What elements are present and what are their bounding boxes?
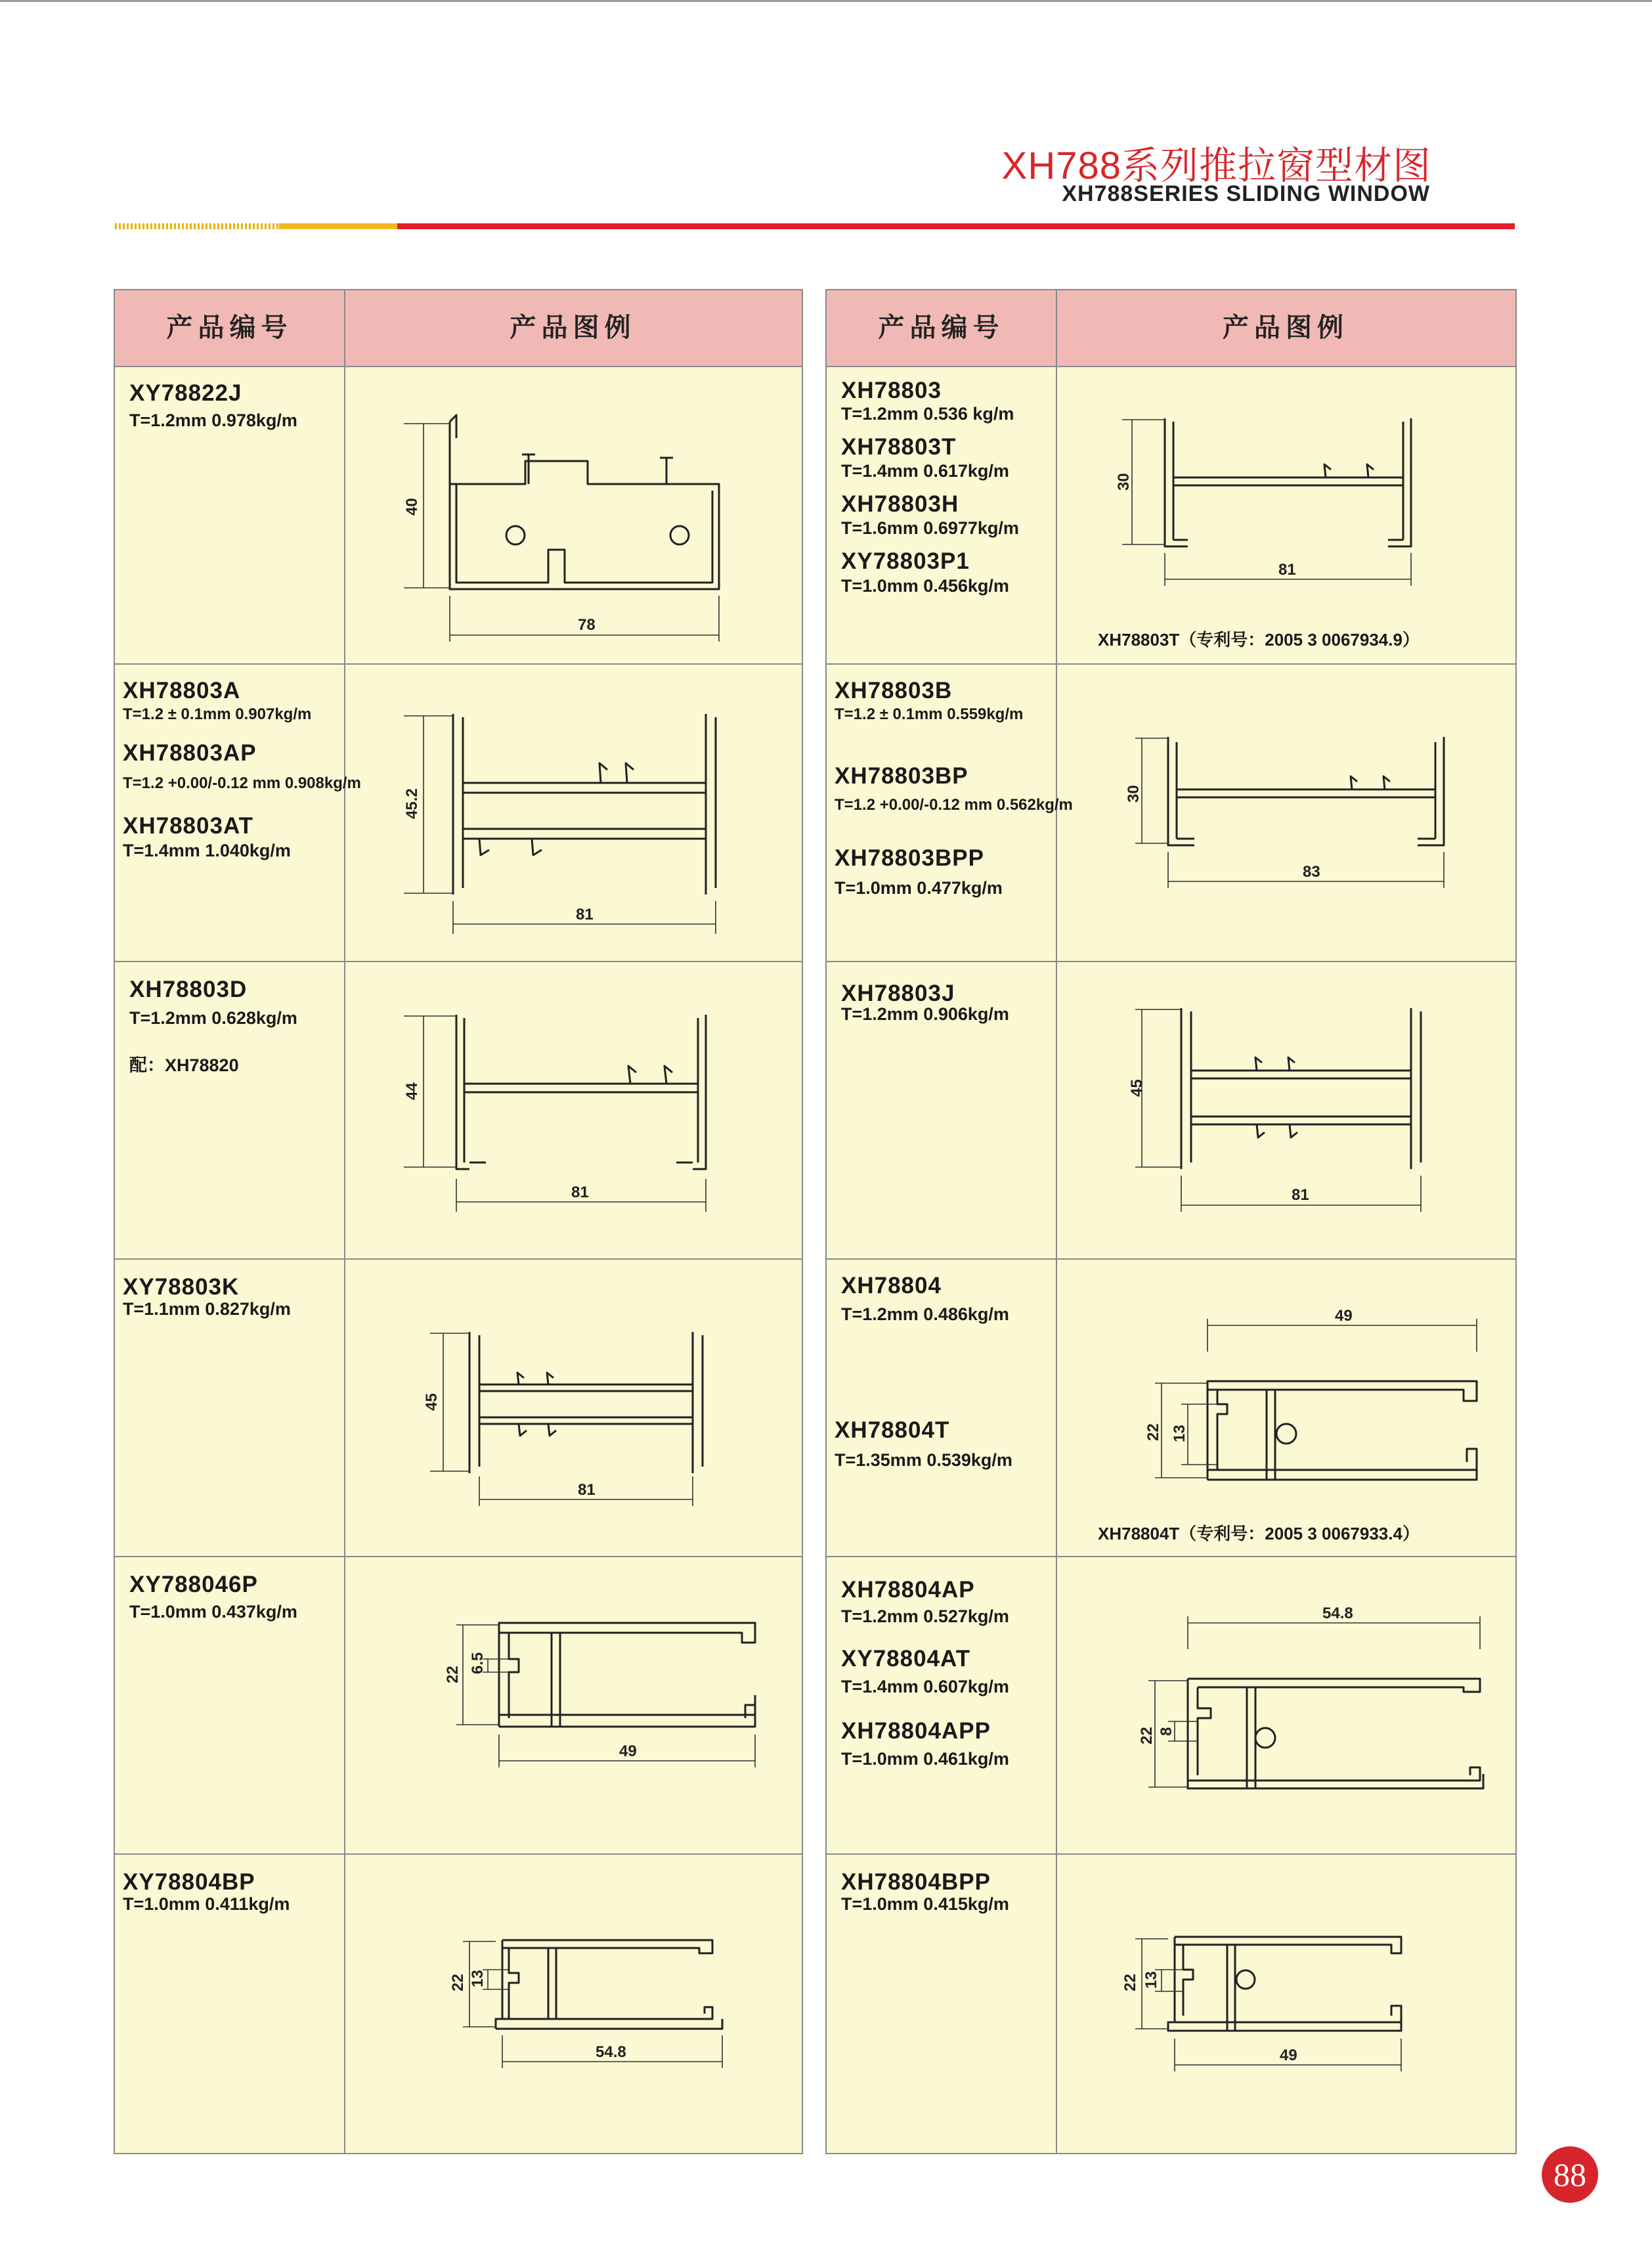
dim-width: 49	[1280, 2047, 1297, 2064]
dim-height: 30	[1125, 785, 1142, 803]
product-code: XH78804AP	[841, 1577, 975, 1603]
profile-drawing	[1089, 1583, 1483, 1820]
top-border-line	[0, 0, 1652, 2]
profile-drawing	[391, 1597, 772, 1820]
header-product-code: 产品编号	[166, 313, 293, 342]
product-spec: T=1.0mm 0.456kg/m	[841, 576, 1009, 596]
table-row	[115, 1853, 802, 2157]
table-row	[827, 1556, 1515, 1855]
header-rule-orange	[279, 223, 397, 229]
profile-drawing	[1089, 1914, 1483, 2111]
product-spec: T=1.0mm 0.411kg/m	[123, 1894, 290, 1914]
header-rule-dotted	[115, 223, 279, 229]
product-spec: T=1.2mm 0.628kg/m	[129, 1008, 297, 1028]
product-code: XH78804	[841, 1273, 942, 1298]
dim-width: 81	[1292, 1186, 1309, 1204]
profile-drawing	[391, 399, 772, 634]
product-spec: T=1.0mm 0.477kg/m	[835, 878, 1003, 898]
page-number: 88	[1542, 2146, 1598, 2203]
dim-height: 40	[403, 498, 421, 516]
product-spec: T=1.2 ± 0.1mm 0.559kg/m	[835, 705, 1024, 723]
table-row	[115, 961, 802, 1260]
header-product-code: 产品编号	[878, 313, 1005, 342]
dim-height: 44	[403, 1082, 421, 1100]
table-row	[115, 663, 802, 962]
product-spec: T=1.1mm 0.827kg/m	[123, 1299, 291, 1319]
product-spec: T=1.6mm 0.6977kg/m	[841, 518, 1019, 538]
product-spec: T=1.2mm 0.486kg/m	[841, 1304, 1009, 1324]
dim-slot: 8	[1158, 1727, 1175, 1736]
product-code: XY78803P1	[841, 548, 970, 574]
product-code: XH78803AP	[123, 740, 257, 766]
product-code: XH78804BPP	[841, 1869, 991, 1895]
product-spec: T=1.4mm 1.040kg/m	[123, 841, 291, 860]
product-code: XY78804AT	[841, 1646, 971, 1671]
dim-width: 81	[578, 1481, 596, 1499]
table-row	[827, 1853, 1515, 2157]
product-code: XH78803A	[123, 678, 241, 703]
product-code: XH78803D	[129, 977, 248, 1002]
dim-height: 22	[444, 1666, 462, 1683]
dim-slot: 13	[1171, 1425, 1188, 1442]
product-spec: T=1.35mm 0.539kg/m	[835, 1450, 1012, 1470]
dim-width: 83	[1303, 863, 1320, 881]
dim-height: 45	[1128, 1079, 1146, 1097]
table-header	[827, 290, 1515, 367]
profile-drawing	[391, 1325, 772, 1536]
product-code: XH78803	[841, 378, 942, 403]
product-code: XH78804APP	[841, 1718, 991, 1744]
dim-width: 49	[1335, 1307, 1353, 1325]
product-code: XH78803BP	[835, 763, 968, 789]
dim-height: 22	[1121, 1974, 1139, 1991]
dim-height: 45.2	[403, 788, 421, 819]
product-spec: T=1.2 ± 0.1mm 0.907kg/m	[123, 705, 312, 723]
dim-width: 81	[571, 1184, 589, 1201]
product-code: XH78803J	[841, 981, 955, 1006]
product-code: XH78803BPP	[835, 845, 984, 871]
mating-note: 配：XH78820	[129, 1055, 239, 1075]
table-row	[115, 1258, 802, 1557]
table-row	[827, 366, 1515, 663]
product-code: XY788046P	[129, 1572, 258, 1597]
product-code: XY78822J	[129, 380, 242, 406]
dim-slot: 13	[1142, 1971, 1160, 1989]
dim-height: 22	[449, 1974, 467, 1991]
dim-width: 54.8	[1322, 1605, 1353, 1622]
table-header	[115, 290, 802, 367]
profile-drawing	[1089, 1273, 1483, 1509]
right-product-table	[825, 289, 1517, 2154]
table-row	[827, 961, 1515, 1260]
dim-width: 78	[578, 616, 596, 634]
dim-height: 22	[1144, 1423, 1162, 1441]
product-spec: T=1.4mm 0.617kg/m	[841, 461, 1009, 481]
header-rule-red	[397, 223, 1515, 229]
table-row	[115, 366, 802, 663]
dim-width: 54.8	[596, 2043, 626, 2061]
dim-width: 81	[1278, 561, 1296, 579]
product-code: XY78803K	[123, 1274, 240, 1300]
page-title-en: XH788SERIES SLIDING WINDOW	[1062, 181, 1430, 206]
product-spec: T=1.0mm 0.437kg/m	[129, 1602, 297, 1622]
product-spec: T=1.0mm 0.415kg/m	[841, 1894, 1009, 1914]
product-code: XH78803AT	[123, 813, 254, 839]
profile-drawing	[1089, 1002, 1483, 1238]
header-product-figure: 产品图例	[1223, 313, 1349, 342]
table-row	[115, 1556, 802, 1855]
product-spec: T=1.2 +0.00/-0.12 mm 0.562kg/m	[835, 796, 1073, 814]
profile-drawing	[391, 697, 772, 921]
profile-drawing	[1089, 405, 1483, 589]
product-spec: T=1.4mm 0.607kg/m	[841, 1677, 1009, 1696]
product-spec: T=1.0mm 0.461kg/m	[841, 1749, 1009, 1769]
product-code: XH78804T	[835, 1417, 950, 1443]
patent-note: XH78803T（专利号：2005 3 0067934.9）	[1098, 630, 1420, 650]
dim-slot: 6.5	[469, 1652, 487, 1674]
profile-drawing	[391, 1914, 772, 2111]
dim-height: 22	[1138, 1727, 1156, 1744]
table-row	[827, 663, 1515, 962]
profile-drawing	[391, 1002, 772, 1225]
left-product-table	[114, 289, 803, 2154]
profile-drawing	[1089, 730, 1483, 901]
page-title-cn: XH788系列推拉窗型材图	[1001, 144, 1431, 187]
product-code: XY78804BP	[123, 1869, 255, 1895]
dim-slot: 13	[469, 1970, 487, 1987]
product-code: XH78803T	[841, 434, 957, 460]
product-spec: T=1.2 +0.00/-0.12 mm 0.908kg/m	[123, 774, 361, 792]
product-code: XH78803B	[835, 678, 953, 703]
table-row	[827, 1258, 1515, 1557]
product-code: XH78803H	[841, 491, 959, 517]
product-spec: T=1.2mm 0.536 kg/m	[841, 404, 1014, 424]
product-spec: T=1.2mm 0.978kg/m	[129, 410, 297, 430]
product-spec: T=1.2mm 0.906kg/m	[841, 1004, 1009, 1024]
dim-width: 81	[576, 906, 594, 923]
patent-note: XH78804T（专利号：2005 3 0067933.4）	[1098, 1524, 1420, 1543]
dim-width: 49	[619, 1742, 637, 1760]
dim-height: 30	[1115, 473, 1133, 491]
header-product-figure: 产品图例	[510, 313, 636, 342]
product-spec: T=1.2mm 0.527kg/m	[841, 1606, 1009, 1626]
dim-height: 45	[423, 1393, 441, 1411]
